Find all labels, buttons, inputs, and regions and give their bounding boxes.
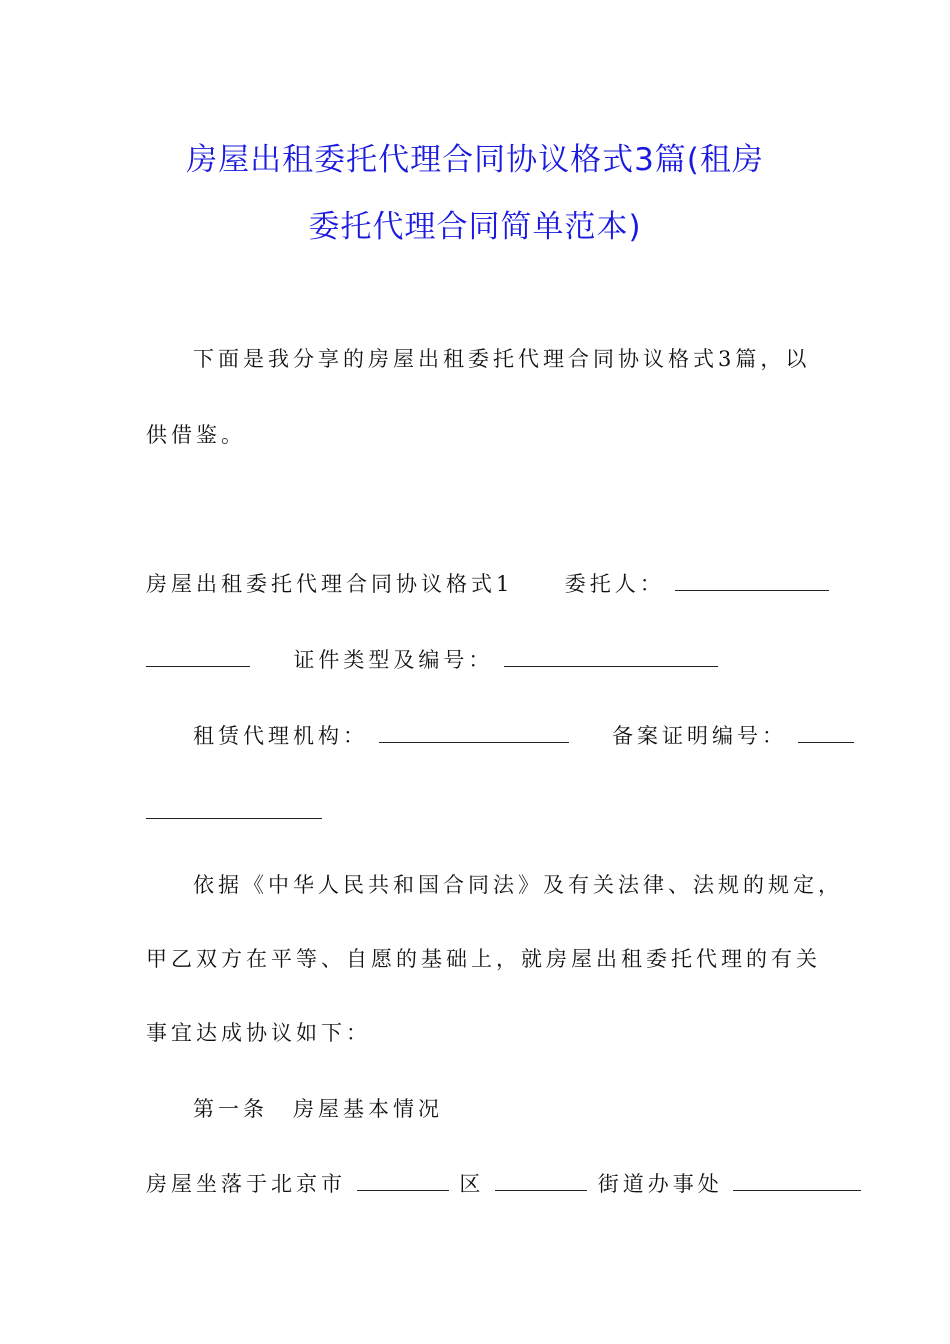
client-blank-continued xyxy=(146,644,250,667)
agency-label: 租赁代理机构： xyxy=(193,724,368,748)
district-blank xyxy=(357,1168,449,1191)
id-label: 证件类型及编号： xyxy=(293,648,494,672)
basis-line-3: 事宜达成协议如下： xyxy=(146,1021,371,1045)
record-blank-continued xyxy=(146,796,322,819)
street-blank xyxy=(495,1168,587,1191)
location-prefix: 房屋坐落于北京市 xyxy=(146,1172,346,1196)
record-blank xyxy=(798,720,854,743)
section1-heading-row xyxy=(146,568,829,599)
basis-line-2: 甲乙双方在平等、自愿的基础上，就房屋出租委托代理的有关 xyxy=(146,947,821,971)
document-title-line-2: 委托代理合同简单范本) xyxy=(308,209,642,245)
office-blank xyxy=(733,1168,861,1191)
client-blank xyxy=(675,568,829,591)
record-label: 备案证明编号： xyxy=(612,724,788,748)
agency-row xyxy=(193,720,854,751)
intro-line-1: 下面是我分享的房屋出租委托代理合同协议格式3篇，以 xyxy=(193,347,811,371)
document-title-line-1: 房屋出租委托代理合同协议格式3篇(租房 xyxy=(186,142,764,178)
agency-blank xyxy=(379,720,569,743)
intro-line-2: 供借鉴。 xyxy=(146,423,246,447)
location-row xyxy=(146,1168,861,1199)
section1-heading: 房屋出租委托代理合同协议格式1 xyxy=(146,572,514,596)
client-label: 委托人： xyxy=(564,572,665,596)
id-blank xyxy=(504,644,718,667)
basis-line-1: 依据《中华人民共和国合同法》及有关法律、法规的规定， xyxy=(193,873,843,897)
street-label: 街道办事处 xyxy=(597,1172,723,1196)
district-label: 区 xyxy=(459,1172,485,1196)
record-row-continued xyxy=(146,796,322,827)
article1-heading: 第一条 房屋基本情况 xyxy=(193,1097,443,1121)
id-row xyxy=(146,644,718,675)
